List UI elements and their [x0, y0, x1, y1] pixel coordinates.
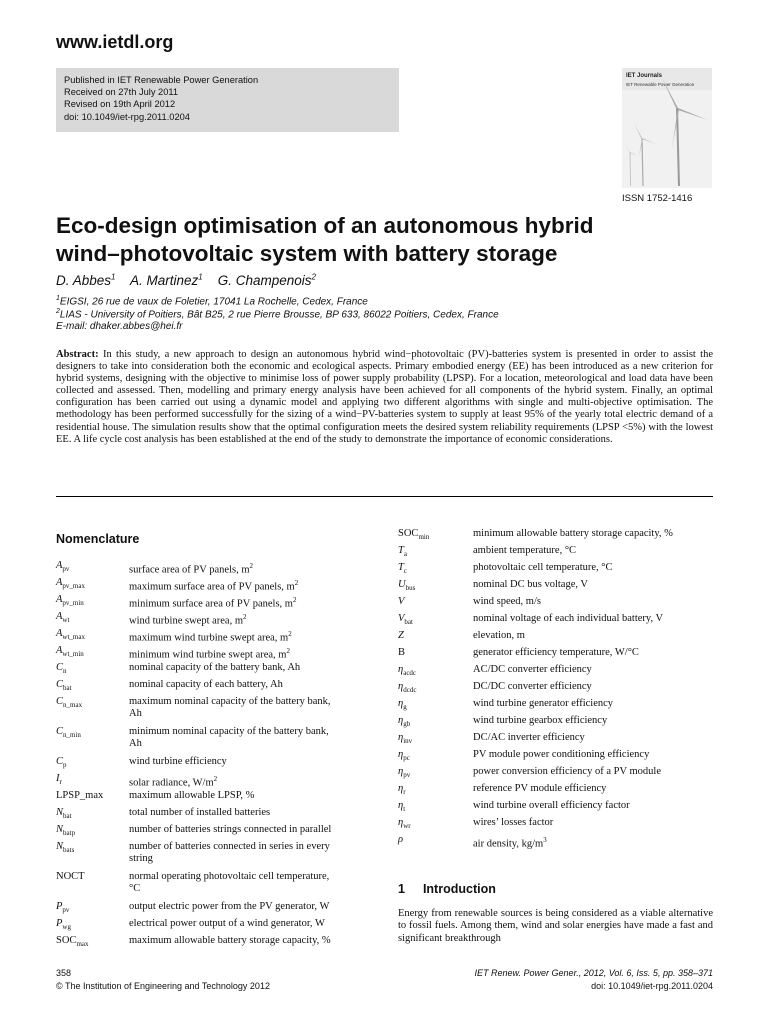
nomenclature-definition: wind turbine gearbox efficiency	[473, 715, 608, 726]
nomenclature-symbol: $A_{pv}$	[56, 560, 70, 574]
nomenclature-definition: air density, $kg/m^3$	[473, 836, 547, 850]
citation: IET Renew. Power Gener., 2012, Vol. 6, Iss. 5, pp. 358–371	[474, 968, 713, 978]
nomenclature-definition: maximum nominal capacity of the battery bank, Ah	[129, 696, 331, 719]
nomenclature-definition: AC/DC converter efficiency	[473, 664, 592, 675]
nomenclature-definition: wires’ losses factor	[473, 817, 554, 828]
nomenclature-symbol: $U_{bus}$	[398, 579, 416, 593]
nomenclature-symbol: $C_{n\_min}$	[56, 726, 81, 740]
publication-info-box	[56, 68, 399, 132]
nomenclature-symbol: $A_{pv\_max}$	[56, 577, 85, 591]
nomenclature-symbol: $V_{bat}$	[398, 613, 413, 627]
nomenclature-definition: wind speed, m/s	[473, 596, 541, 607]
nomenclature-definition: surface area of PV panels, $m^2$	[129, 562, 254, 576]
doi: doi: 10.1049/iet-rpg.2011.0204	[64, 111, 190, 122]
nomenclature-definition: DC/DC converter efficiency	[473, 681, 592, 692]
nomenclature-symbol: $SOC_{max}$	[56, 935, 89, 949]
nomenclature-definition: generator efficiency temperature, W/°C	[473, 647, 639, 658]
nomenclature-symbol: $C_{n\_max}$	[56, 696, 83, 710]
journal-cover-title: IET Renewable Power Generation	[626, 82, 695, 87]
nomenclature-definition: DC/AC inverter efficiency	[473, 732, 585, 743]
affiliation-2: $^2$LIAS - University of Poitiers, Bât B25, 2 rue Pierre Brousse, BP 633, 86022 Poitiers, Cedex, France	[56, 308, 499, 321]
nomenclature-definition: minimum wind turbine swept area, $m^2$	[129, 647, 290, 661]
nomenclature-symbol: V	[398, 596, 405, 607]
nomenclature-symbol: $T_a$	[398, 545, 407, 559]
page-number: 358	[56, 968, 72, 978]
nomenclature-symbol: $A_{wt\_min}$	[56, 645, 84, 659]
nomenclature-definition: electrical power output of a wind generator, W	[129, 918, 325, 929]
nomenclature-definition: solar radiance, $W/m^2$	[129, 775, 218, 789]
nomenclature-definition: ambient temperature, °C	[473, 545, 577, 556]
nomenclature-symbol: LPSP_max	[56, 790, 104, 801]
nomenclature-symbol: $C_p$	[56, 756, 67, 770]
nomenclature-definition: wind turbine generator efficiency	[473, 698, 614, 709]
nomenclature-definition: maximum surface area of PV panels, $m^2$	[129, 579, 299, 593]
nomenclature-symbol: $\eta_{pv}$	[398, 766, 411, 780]
nomenclature-definition: number of batteries strings connected in parallel	[129, 824, 332, 835]
nomenclature-symbol: NOCT	[56, 871, 85, 882]
nomenclature-symbol: $\eta_{dcdc}$	[398, 681, 417, 695]
nomenclature-symbol: ρ	[398, 834, 404, 845]
site-url: www.ietdl.org	[56, 32, 174, 52]
nomenclature-symbol: $C_n$	[56, 662, 67, 676]
nomenclature-symbol: $\eta_{wr}$	[398, 817, 411, 831]
nomenclature-definition: wind turbine swept area, $m^2$	[129, 613, 247, 627]
nomenclature-definition: wind turbine efficiency	[129, 756, 227, 767]
nomenclature-definition: nominal capacity of each battery, Ah	[129, 679, 283, 690]
nomenclature-symbol: $\eta_{inv}$	[398, 732, 413, 746]
author-email: E-mail: dhaker.abbes@hei.fr	[56, 321, 183, 332]
author-3: G. Champenois$^2$	[217, 272, 316, 288]
authors	[56, 272, 316, 288]
nomenclature-definition: minimum nominal capacity of the battery bank, Ah	[129, 726, 329, 749]
nomenclature-symbol: $\eta_t$	[398, 800, 406, 814]
nomenclature-symbol: $T_c$	[398, 562, 407, 576]
nomenclature-symbol: Z	[398, 630, 404, 641]
abstract-label: Abstract:	[56, 349, 99, 360]
nomenclature-symbol: $C_{bat}$	[56, 679, 72, 693]
section-divider	[56, 496, 713, 497]
nomenclature-symbol: $A_{wt}$	[56, 611, 70, 625]
nomenclature-symbol: $\eta_r$	[398, 783, 406, 797]
nomenclature-heading: Nomenclature	[56, 532, 140, 546]
abstract-text: In this study, a new approach to design an autonomous hybrid wind−photovoltaic (PV)-batteries system is presented in order to assist the designers to take into consideration both the economic and ecological aspects. Primary embodied energy (EE) has been introduced as a new criterion for hybrid systems, designing with the objective to minimise loss of power supply probability (LPSP). For a location, meteorological and load data have been collected and assessed. Then, modelling and primary energy analysis have been achieved for all components of the hybrid system. Finally, an optimal configuration has been carried out using a dynamic model and applying two different algorithms with single and multi-objective optimisation. The methodology has been performed successfully for the sizing of a wind−PV-batteries system to supply at least 95% of the yearly total electric demand of a residential house. The simulation results show that the optimal configuration meets the desired system reliability requirements (LPSP <5%) with the lowest EE. A life cycle cost analysis has been established at the end of the study to demonstrate the importance of economic considerations.	[56, 349, 714, 445]
copyright: © The Institution of Engineering and Technology 2012	[56, 981, 270, 991]
author-2: A. Martinez$^1$	[130, 272, 203, 288]
nomenclature-symbol: B	[398, 647, 406, 658]
nomenclature-symbol: $P_{wg}$	[56, 918, 71, 932]
nomenclature-definition: total number of installed batteries	[129, 807, 271, 818]
nomenclature-definition: nominal voltage of each individual battery, V	[473, 613, 664, 624]
received-date: Received on 27th July 2011	[64, 87, 179, 98]
affiliation-1: $^1$EIGSI, 26 rue de vaux de Foletier, 17041 La Rochelle, Cedex, France	[56, 295, 368, 308]
nomenclature-symbol: $N_{bat}$	[56, 807, 72, 821]
nomenclature-symbol: $A_{pv\_min}$	[56, 594, 84, 608]
nomenclature-symbol: $N_{batp}$	[56, 824, 76, 838]
footer-doi: doi: 10.1049/iet-rpg.2011.0204	[591, 981, 713, 991]
nomenclature-definition: elevation, m	[473, 630, 525, 641]
intro-text: Energy from renewable sources is being considered as a viable alternative to fossil fuels. Among them, wind and solar energies have made a fast and significant breakthrough	[398, 908, 713, 944]
nomenclature-definition: number of batteries connected in series in every string	[129, 841, 330, 864]
nomenclature-symbol: $SOC_{min}$	[398, 528, 430, 542]
nomenclature-symbol: $I_r$	[56, 773, 62, 787]
revised-date: Revised on 19th April 2012	[64, 99, 176, 110]
nomenclature-symbol: $\eta_{pc}$	[398, 749, 410, 763]
nomenclature-symbol: $\eta_g$	[398, 698, 407, 712]
title-line-1: Eco-design optimisation of an autonomous hybrid	[56, 213, 594, 238]
nomenclature-definition: maximum allowable LPSP, %	[129, 790, 255, 801]
journal-cover-image	[622, 68, 712, 188]
nomenclature-definition: PV module power conditioning efficiency	[473, 749, 650, 760]
intro-heading	[398, 882, 496, 896]
paper-title	[56, 212, 716, 268]
nomenclature-definition: output electric power from the PV generator, W	[129, 901, 330, 912]
nomenclature-definition: minimum allowable battery storage capacity, %	[473, 528, 673, 539]
nomenclature-definition: photovoltaic cell temperature, °C	[473, 562, 613, 573]
author-1: D. Abbes$^1$	[56, 272, 116, 288]
title-line-2: wind–photovoltaic system with battery storage	[56, 241, 558, 266]
nomenclature-definition: wind turbine overall efficiency factor	[473, 800, 630, 811]
nomenclature-definition: normal operating photovoltaic cell temperature, °C	[129, 871, 330, 894]
nomenclature-definition: maximum allowable battery storage capacity, %	[129, 935, 331, 946]
intro-title: Introduction	[422, 882, 496, 896]
published-in: Published in IET Renewable Power Generation	[64, 75, 259, 85]
nomenclature-definition: nominal DC bus voltage, V	[473, 579, 589, 590]
nomenclature-definition: reference PV module efficiency	[473, 783, 607, 794]
journal-logo: IET Journals	[626, 73, 663, 79]
nomenclature-definition: power conversion efficiency of a PV module	[473, 766, 661, 777]
issn: ISSN 1752-1416	[622, 193, 693, 204]
nomenclature-symbol: $P_{pv}$	[56, 901, 70, 915]
nomenclature-definition: minimum surface area of PV panels, $m^2$	[129, 596, 297, 610]
nomenclature-definition: nominal capacity of the battery bank, Ah	[129, 662, 301, 673]
nomenclature-symbol: $N_{bats}$	[56, 841, 75, 855]
nomenclature-definition: maximum wind turbine swept area, $m^2$	[129, 630, 292, 644]
nomenclature-symbol: $\eta_{acdc}$	[398, 664, 417, 678]
abstract	[56, 349, 713, 446]
intro-number: 1	[398, 882, 405, 896]
nomenclature-symbol: $A_{wt\_max}$	[56, 628, 85, 642]
nomenclature-symbol: $\eta_{gb}$	[398, 715, 411, 729]
